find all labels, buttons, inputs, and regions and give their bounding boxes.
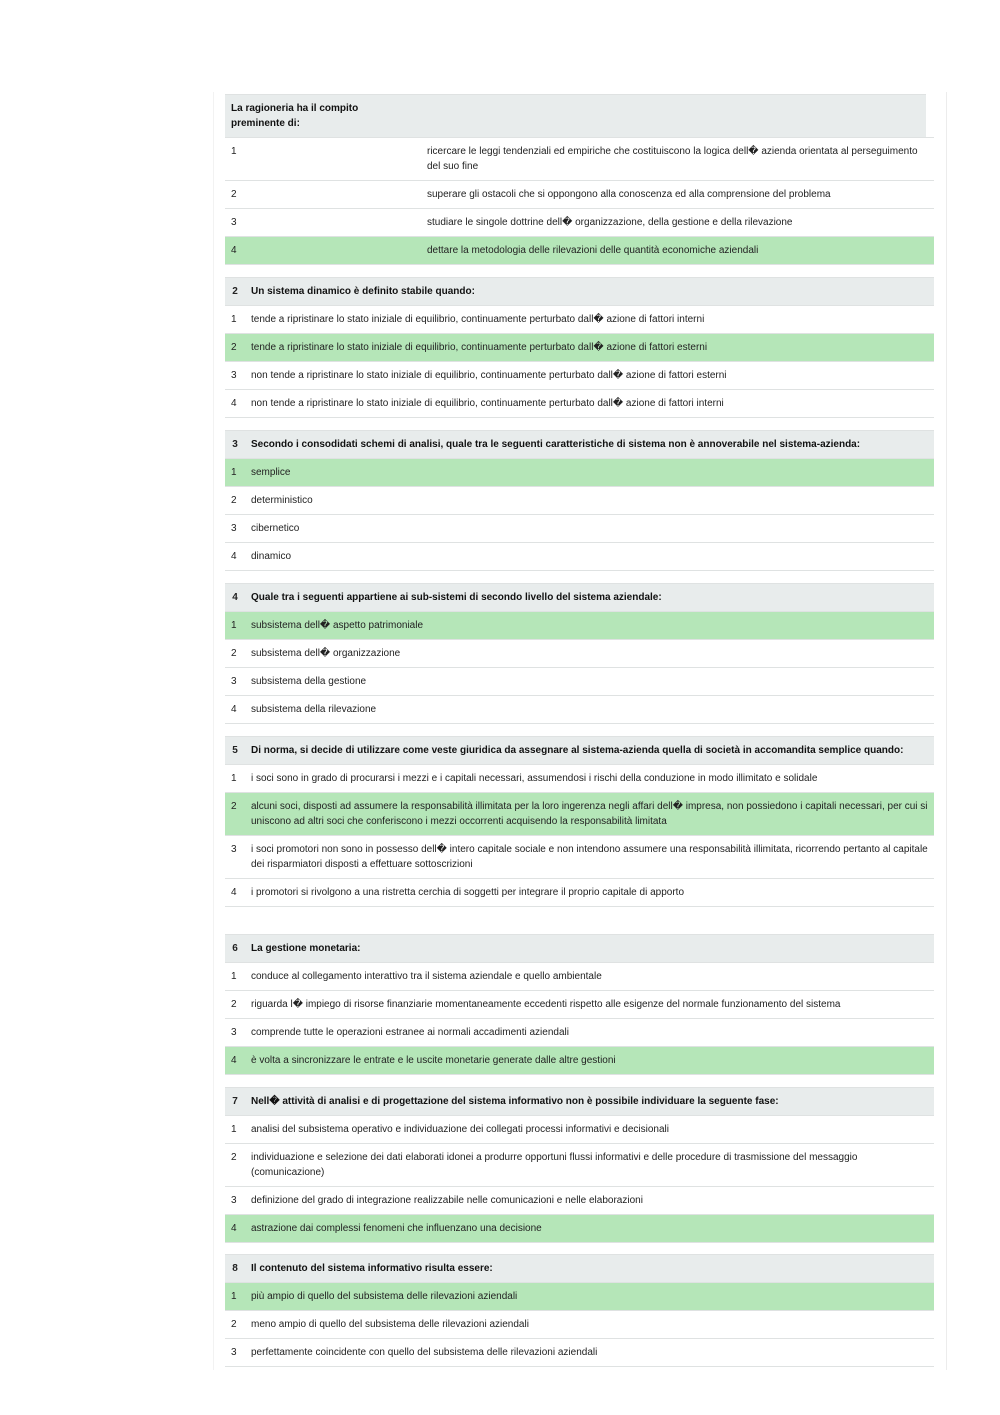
answer-row: [225, 515, 934, 543]
answer-row-correct: [225, 237, 934, 265]
question-header: [225, 431, 934, 459]
answer-text: i soci sono in grado di procurarsi i mezzi e i capitali necessari, assumendosi i rischi della conduzione in modo illimitato e solidale: [245, 765, 934, 793]
question-block: [225, 934, 934, 1075]
question-header: [225, 95, 934, 138]
answer-row: [225, 1339, 934, 1367]
question-table: [225, 1254, 934, 1367]
question-table: [225, 934, 934, 1075]
answer-text: riguarda l� impiego di risorse finanziarie momentaneamente eccedenti rispetto alle esigenze del normale funzionamento del sistema: [245, 991, 934, 1019]
answer-row: [225, 1144, 934, 1187]
answer-row-correct: [225, 1047, 934, 1075]
question-table: [225, 430, 934, 571]
answer-text: non tende a ripristinare lo stato iniziale di equilibrio, continuamente perturbato dall� azione di fattori esterni: [245, 362, 934, 390]
answer-text: tende a ripristinare lo stato iniziale di equilibrio, continuamente perturbato dall� azione di fattori interni: [245, 306, 934, 334]
question-table: [225, 94, 934, 265]
answer-number: 1: [225, 1116, 245, 1144]
question-text: Di norma, si decide di utilizzare come veste giuridica da assegnare al sistema-azienda quella di società in accomandita semplice quando:: [245, 737, 934, 765]
question-header: [225, 1088, 934, 1116]
answer-number: 1: [225, 306, 245, 334]
answer-number: 2: [225, 1311, 245, 1339]
question-text: Un sistema dinamico è definito stabile quando:: [245, 278, 934, 306]
answer-row: [225, 1187, 934, 1215]
answer-number: 4: [225, 390, 245, 418]
answer-text: superare gli ostacoli che si oppongono alla conoscenza ed alla comprensione del problema: [417, 181, 934, 209]
answer-text: meno ampio di quello del subsistema delle rilevazioni aziendali: [245, 1311, 934, 1339]
answer-row: [225, 181, 934, 209]
answer-text: più ampio di quello del subsistema delle rilevazioni aziendali: [245, 1283, 934, 1311]
answer-row: [225, 765, 934, 793]
answer-row: [225, 1116, 934, 1144]
question-number: 7: [225, 1088, 245, 1116]
answer-row: [225, 668, 934, 696]
answer-row: [225, 487, 934, 515]
answer-number: 2: [225, 640, 245, 668]
answer-row: [225, 138, 934, 181]
answer-number: 3: [225, 1187, 245, 1215]
question-header: [225, 935, 934, 963]
answer-number: 3: [225, 209, 417, 237]
answer-text: dettare la metodologia delle rilevazioni delle quantità economiche aziendali: [417, 237, 934, 265]
answer-number: 1: [225, 765, 245, 793]
answer-number: 1: [225, 1283, 245, 1311]
question-header: [225, 737, 934, 765]
answer-text: subsistema dell� organizzazione: [245, 640, 934, 668]
answer-row: [225, 362, 934, 390]
question-text: La gestione monetaria:: [245, 935, 934, 963]
answer-row: [225, 543, 934, 571]
answer-number: 2: [225, 487, 245, 515]
question-block: [225, 1254, 934, 1367]
answer-number: 1: [225, 963, 245, 991]
answer-row: [225, 879, 934, 907]
answer-text: perfettamente coincidente con quello del subsistema delle rilevazioni aziendali: [245, 1339, 934, 1367]
answer-row-correct: [225, 1283, 934, 1311]
answer-row: [225, 696, 934, 724]
answer-text: subsistema della rilevazione: [245, 696, 934, 724]
answer-text: subsistema della gestione: [245, 668, 934, 696]
question-text: Il contenuto del sistema informativo risulta essere:: [245, 1255, 934, 1283]
question-text: Secondo i consodidati schemi di analisi, quale tra le seguenti caratteristiche di sistema non è annoverabile nel sistema-azienda:: [245, 431, 934, 459]
answer-text: tende a ripristinare lo stato iniziale di equilibrio, continuamente perturbato dall� azione di fattori esterni: [245, 334, 934, 362]
answer-row-correct: [225, 1215, 934, 1243]
answer-row-correct: [225, 334, 934, 362]
answer-number: 2: [225, 991, 245, 1019]
question-header: [225, 1255, 934, 1283]
answer-row: [225, 306, 934, 334]
answer-number: 3: [225, 836, 245, 879]
question-header: [225, 584, 934, 612]
question-text: Nell� attività di analisi e di progettazione del sistema informativo non è possibile individuare la seguente fase:: [245, 1088, 934, 1116]
answer-text: i promotori si rivolgono a una ristretta cerchia di soggetti per integrare il proprio capitale di apporto: [245, 879, 934, 907]
answer-row-correct: [225, 612, 934, 640]
question-header-spacer: [417, 95, 926, 138]
question-block: [225, 94, 934, 265]
answer-number: 2: [225, 334, 245, 362]
answer-text: è volta a sincronizzare le entrate e le uscite monetarie generate dalle altre gestioni: [245, 1047, 934, 1075]
answer-text: non tende a ripristinare lo stato iniziale di equilibrio, continuamente perturbato dall� azione di fattori interni: [245, 390, 934, 418]
answer-number: 2: [225, 181, 417, 209]
answer-number: 3: [225, 362, 245, 390]
question-number: 5: [225, 737, 245, 765]
answer-row: [225, 1019, 934, 1047]
question-block: [225, 1087, 934, 1243]
question-text: La ragioneria ha il compito preminente di:: [225, 95, 417, 138]
answer-number: 4: [225, 1215, 245, 1243]
answer-text: dinamico: [245, 543, 934, 571]
answer-text: comprende tutte le operazioni estranee ai normali accadimenti aziendali: [245, 1019, 934, 1047]
answer-number: 1: [225, 612, 245, 640]
answer-text: studiare le singole dottrine dell� organizzazione, della gestione e della rilevazione: [417, 209, 934, 237]
answer-row: [225, 209, 934, 237]
question-number: 8: [225, 1255, 245, 1283]
answer-number: 4: [225, 237, 417, 265]
answer-text: definizione del grado di integrazione realizzabile nelle comunicazioni e nelle elaborazioni: [245, 1187, 934, 1215]
answer-text: semplice: [245, 459, 934, 487]
question-table: [225, 1087, 934, 1243]
answer-row: [225, 390, 934, 418]
answer-row: [225, 1311, 934, 1339]
answer-text: cibernetico: [245, 515, 934, 543]
answer-row: [225, 963, 934, 991]
answer-number: 3: [225, 515, 245, 543]
answer-number: 1: [225, 459, 245, 487]
answer-row: [225, 836, 934, 879]
answer-text: analisi del subsistema operativo e individuazione dei collegati processi informativi e decisionali: [245, 1116, 934, 1144]
answer-number: 2: [225, 1144, 245, 1187]
answer-text: subsistema dell� aspetto patrimoniale: [245, 612, 934, 640]
answer-text: alcuni soci, disposti ad assumere la responsabilità illimitata per la loro ingerenza negli affari dell� impresa, non possiedono i capitali necessari, per cui si uniscono ad altri soci che conferiscono i mezzi occorrenti acquisendo la responsabilità limitata: [245, 793, 934, 836]
answer-number: 3: [225, 1339, 245, 1367]
question-block: [225, 583, 934, 724]
answer-row: [225, 991, 934, 1019]
question-number: 2: [225, 278, 245, 306]
answer-row-correct: [225, 793, 934, 836]
answer-text: ricercare le leggi tendenziali ed empiriche che costituiscono la logica dell� azienda orientata al perseguimento del suo fine: [417, 138, 934, 181]
answer-row-correct: [225, 459, 934, 487]
answer-number: 4: [225, 543, 245, 571]
question-table: [225, 736, 934, 907]
question-table: [225, 277, 934, 418]
question-number: 6: [225, 935, 245, 963]
question-header: [225, 278, 934, 306]
question-block: [225, 430, 934, 571]
answer-number: 3: [225, 668, 245, 696]
question-number: 3: [225, 431, 245, 459]
answer-row: [225, 640, 934, 668]
question-block: [225, 736, 934, 907]
answer-text: conduce al collegamento interattivo tra il sistema aziendale e quello ambientale: [245, 963, 934, 991]
question-number: 4: [225, 584, 245, 612]
answer-text: deterministico: [245, 487, 934, 515]
answer-text: astrazione dai complessi fenomeni che influenzano una decisione: [245, 1215, 934, 1243]
answer-number: 1: [225, 138, 417, 181]
answer-number: 4: [225, 1047, 245, 1075]
answer-number: 3: [225, 1019, 245, 1047]
answer-text: i soci promotori non sono in possesso dell� intero capitale sociale e non intendono assumere una responsabilità illimitata, ricorrendo pertanto al capitale dei risparmiatori disposti a effettuare sottoscrizioni: [245, 836, 934, 879]
question-table: [225, 583, 934, 724]
answer-text: individuazione e selezione dei dati elaborati idonei a produrre opportuni flussi informativi e delle procedure di trasmissione del messaggio (comunicazione): [245, 1144, 934, 1187]
question-text: Quale tra i seguenti appartiene ai sub-sistemi di secondo livello del sistema aziendale:: [245, 584, 934, 612]
answer-number: 4: [225, 879, 245, 907]
answer-number: 2: [225, 793, 245, 836]
answer-number: 4: [225, 696, 245, 724]
question-block: [225, 277, 934, 418]
